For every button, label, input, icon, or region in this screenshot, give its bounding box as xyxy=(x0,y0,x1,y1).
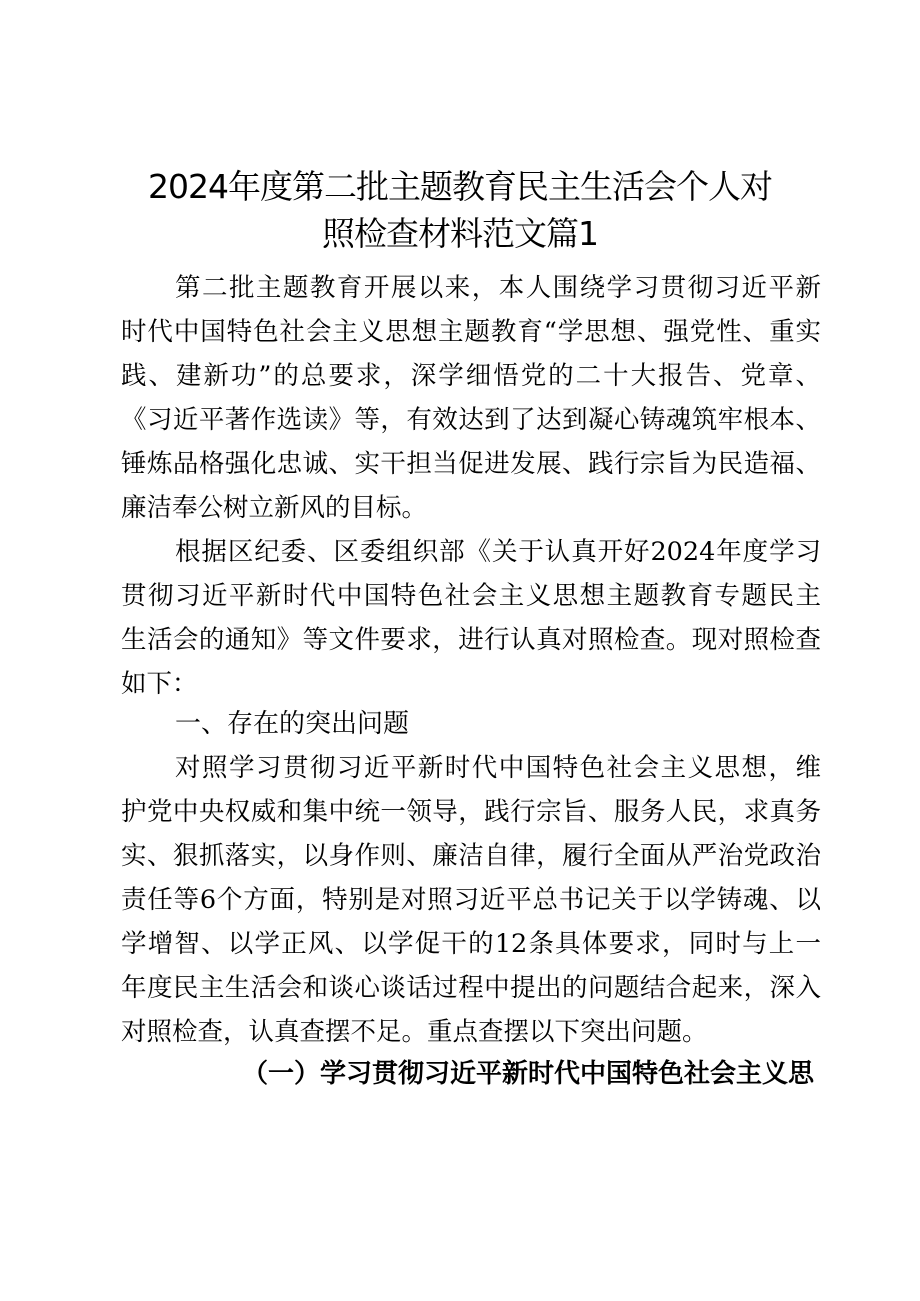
paragraph-1-line-1: 第二批主题教育开展以来，本人围绕学习贯彻习近平新 xyxy=(175,273,821,303)
paragraph-3-line-1: 对照学习贯彻习近平新时代中国特色社会主义思想，维 xyxy=(175,753,821,783)
paragraph-3-line-6: 年度民主生活会和谈心谈话过程中提出的问题结合起来，深入 xyxy=(121,973,821,1003)
subsection-heading-1: （一）学习贯彻习近平新时代中国特色社会主义思 xyxy=(242,1059,815,1089)
paragraph-1-line-2: 时代中国特色社会主义思想主题教育“学思想、强党性、重实 xyxy=(121,317,821,347)
paragraph-3-line-7: 对照检查，认真查摆不足。重点查摆以下突出问题。 xyxy=(121,1017,708,1047)
paragraph-1-line-5: 锤炼品格强化忠诚、实干担当促进发展、践行宗旨为民造福、 xyxy=(121,449,821,479)
paragraph-3-line-2: 护党中央权威和集中统一领导，践行宗旨、服务人民，求真务 xyxy=(121,797,821,827)
paragraph-2-line-3: 生活会的通知》等文件要求，进行认真对照检查。现对照检查 xyxy=(121,625,821,655)
section-heading-1: 一、存在的突出问题 xyxy=(175,709,410,739)
paragraph-2-line-1: 根据区纪委、区委组织部《关于认真开好2024年度学习 xyxy=(175,537,821,567)
paragraph-1-line-4: 《习近平著作选读》等，有效达到了达到凝心铸魂筑牢根本、 xyxy=(121,405,821,435)
paragraph-1-line-3: 践、建新功”的总要求，深学细悟党的二十大报告、党章、 xyxy=(121,361,821,391)
document-title-line-1: 2024年度第二批主题教育民主生活会个人对 xyxy=(148,167,772,206)
paragraph-3-line-4: 责任等6个方面，特别是对照习近平总书记关于以学铸魂、以 xyxy=(121,885,821,915)
paragraph-1-line-6: 廉洁奉公树立新风的目标。 xyxy=(121,493,428,523)
paragraph-2-line-2: 贯彻习近平新时代中国特色社会主义思想主题教育专题民主 xyxy=(121,581,821,611)
document-title-line-2: 照检查材料范文篇1 xyxy=(322,214,598,253)
paragraph-3-line-5: 学增智、以学正风、以学促干的12条具体要求，同时与上一 xyxy=(121,929,821,959)
paragraph-3-line-3: 实、狠抓落实，以身作则、廉洁自律，履行全面从严治党政治 xyxy=(121,841,821,871)
paragraph-2-line-4: 如下： xyxy=(121,669,198,699)
